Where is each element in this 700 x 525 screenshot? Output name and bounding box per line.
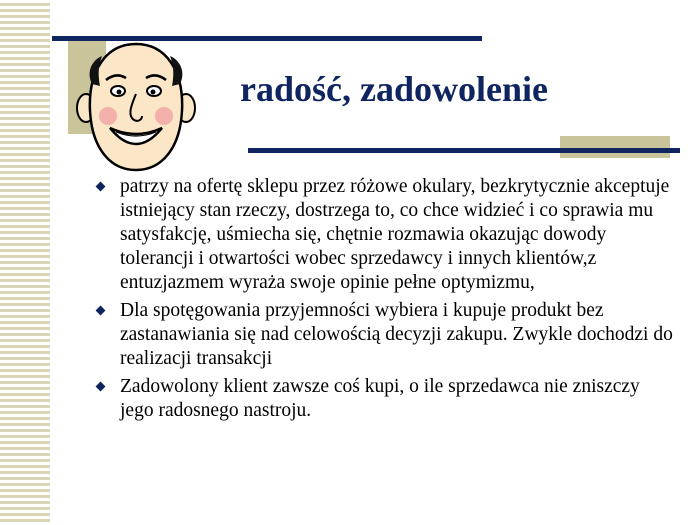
decorative-block-right bbox=[560, 136, 670, 158]
diamond-bullet-icon bbox=[96, 306, 106, 316]
diamond-bullet-icon bbox=[96, 382, 106, 392]
diamond-bullet-icon bbox=[96, 182, 106, 192]
list-item bbox=[95, 175, 675, 295]
list-item bbox=[95, 375, 675, 423]
bullet-text: Dla spotęgowania przyjemności wybiera i kupuje produkt bez zastanawiania się nad celowością decyzji zakupu. Zwykle dochodzi do realizacji transakcji bbox=[120, 300, 673, 369]
bullet-list bbox=[95, 175, 675, 427]
bullet-text: Zadowolony klient zawsze coś kupi, o ile sprzedawca nie zniszczy jego radosnego nastroju. bbox=[120, 376, 640, 421]
bullet-text: patrzy na ofertę sklepu przez różowe okulary, bezkrytycznie akceptuje istniejący stan rzeczy, dostrzega to, co chce widzieć i co sprawia mu satysfakcję, uśmiecha się, chętnie rozmawia okazując dowody tolerancji i otwartości wobec sprzedawcy i innych klientów,z entuzjazmem wyraża swoje opinie pełne optymizmu, bbox=[120, 176, 670, 293]
bottom-divider-line bbox=[248, 148, 680, 153]
smiling-face-icon bbox=[76, 36, 196, 176]
slide-title: radość, zadowolenie bbox=[240, 69, 548, 109]
list-item bbox=[95, 299, 675, 371]
decorative-stripes bbox=[0, 0, 50, 525]
